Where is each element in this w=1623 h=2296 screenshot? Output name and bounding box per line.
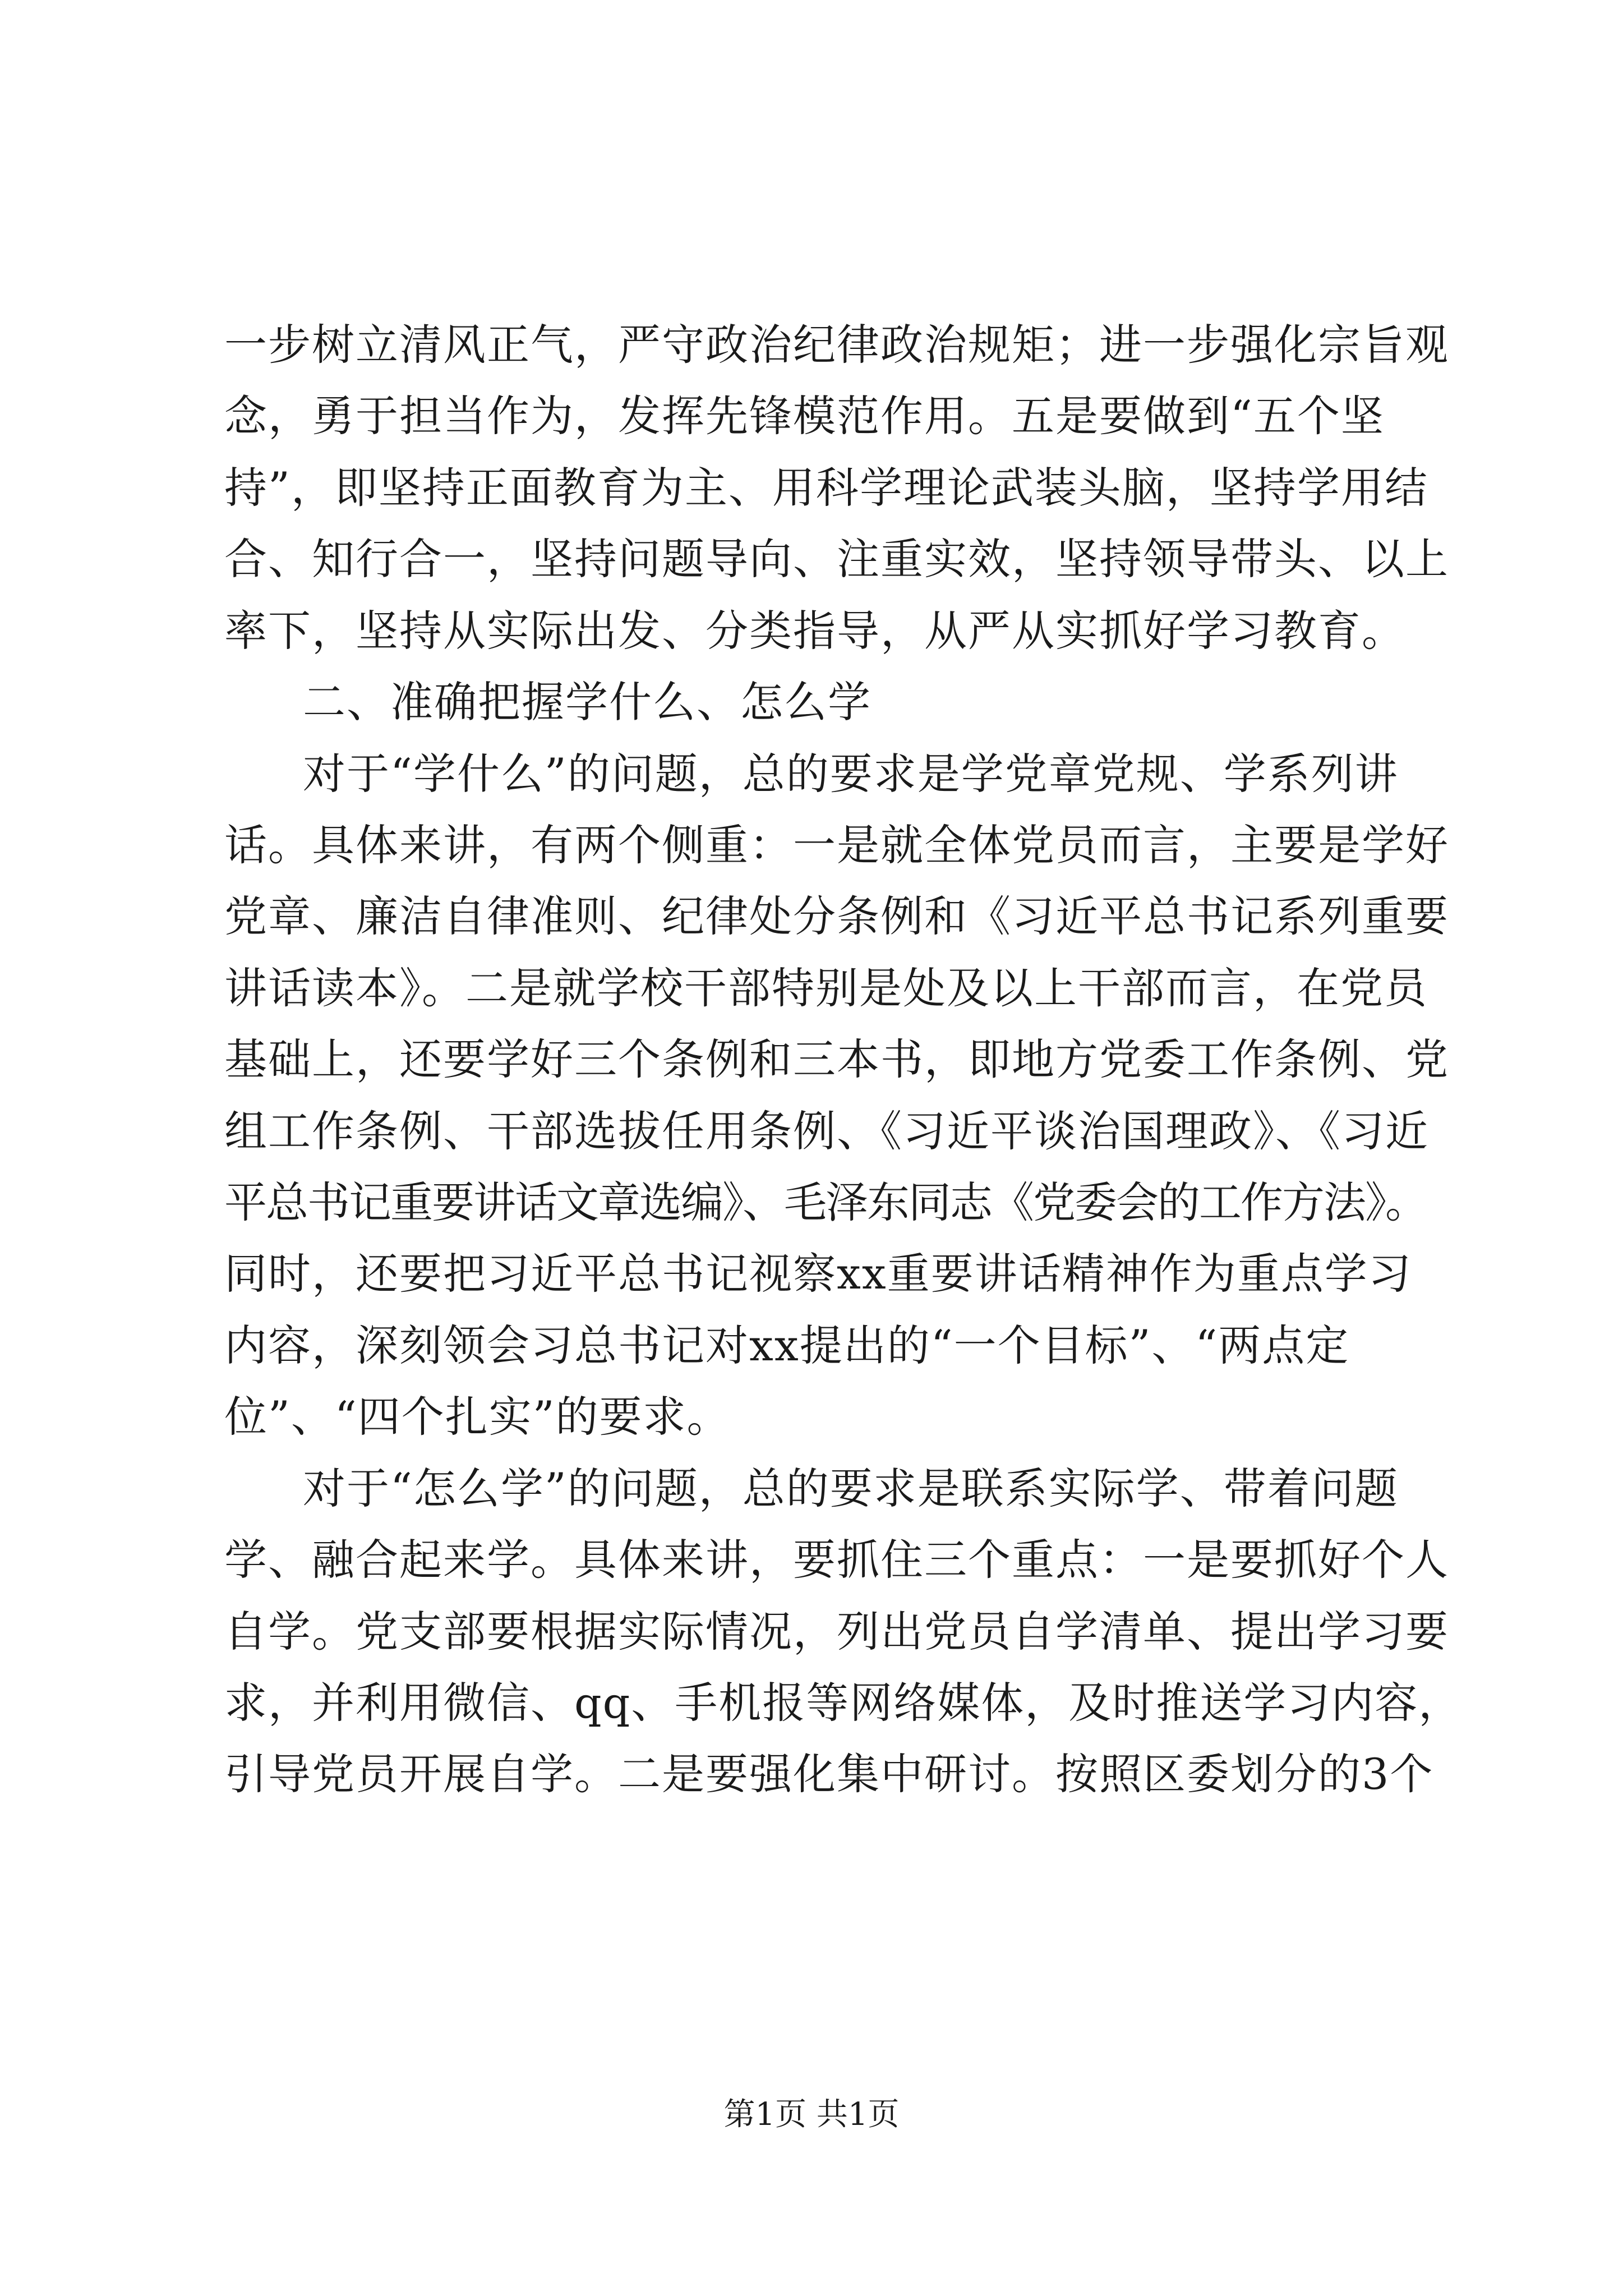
body-text-line: 同时，还要把习近平总书记视察xx重要讲话精神作为重点学习 [224, 1249, 1412, 1299]
section-heading: 二、准确把握学什么、怎么学 [303, 677, 872, 727]
body-text-line: 组工作条例、干部选拔任用条例、《习近平谈治国理政》、《习近 [224, 1106, 1429, 1156]
body-text-line: 引导党员开展自学。二是要强化集中研讨。按照区委划分的3个 [224, 1749, 1434, 1799]
body-text-line: 平总书记重要讲话文章选编》、毛泽东同志《党委会的工作方法》。 [224, 1177, 1427, 1227]
body-text-line: 学、融合起来学。具体来讲，要抓住三个重点：一是要抓好个人 [224, 1535, 1449, 1585]
body-text-line: 内容，深刻领会习总书记对xx提出的“一个目标”、“两点定 [224, 1320, 1350, 1370]
body-text-line: 对于“怎么学”的问题，总的要求是联系实际学、带着问题 [303, 1464, 1399, 1513]
body-text-line: 讲话读本》。二是就学校干部特别是处及以上干部而言，在党员 [224, 963, 1428, 1013]
body-text-line: 话。具体来讲，有两个侧重：一是就全体党员而言，主要是学好 [224, 820, 1449, 870]
body-text-line: 对于“学什么”的问题，总的要求是学党章党规、学系列讲 [303, 749, 1399, 799]
body-text-line: 位”、“四个扎实”的要求。 [224, 1392, 731, 1442]
body-text-line: 持”，即坚持正面教育为主、用科学理论武装头脑，坚持学用结 [224, 463, 1428, 513]
body-text-line: 念，勇于担当作为，发挥先锋模范作用。五是要做到“五个坚 [224, 391, 1385, 441]
body-text-line: 合、知行合一，坚持问题导向、注重实效，坚持领导带头、以上 [224, 534, 1449, 584]
page-footer: 第1页 共1页 [723, 2096, 900, 2133]
body-text-line: 党章、廉洁自律准则、纪律处分条例和《习近平总书记系列重要 [224, 891, 1449, 941]
body-text-line: 率下，坚持从实际出发、分类指导，从严从实抓好学习教育。 [224, 606, 1405, 656]
body-text-line: 自学。党支部要根据实际情况，列出党员自学清单、提出学习要 [224, 1607, 1449, 1657]
body-text-line: 求，并利用微信、qq、手机报等网络媒体，及时推送学习内容， [224, 1678, 1463, 1728]
body-text-line: 基础上，还要学好三个条例和三本书，即地方党委工作条例、党 [224, 1034, 1449, 1084]
body-text-line: 一步树立清风正气，严守政治纪律政治规矩；进一步强化宗旨观 [224, 320, 1449, 370]
